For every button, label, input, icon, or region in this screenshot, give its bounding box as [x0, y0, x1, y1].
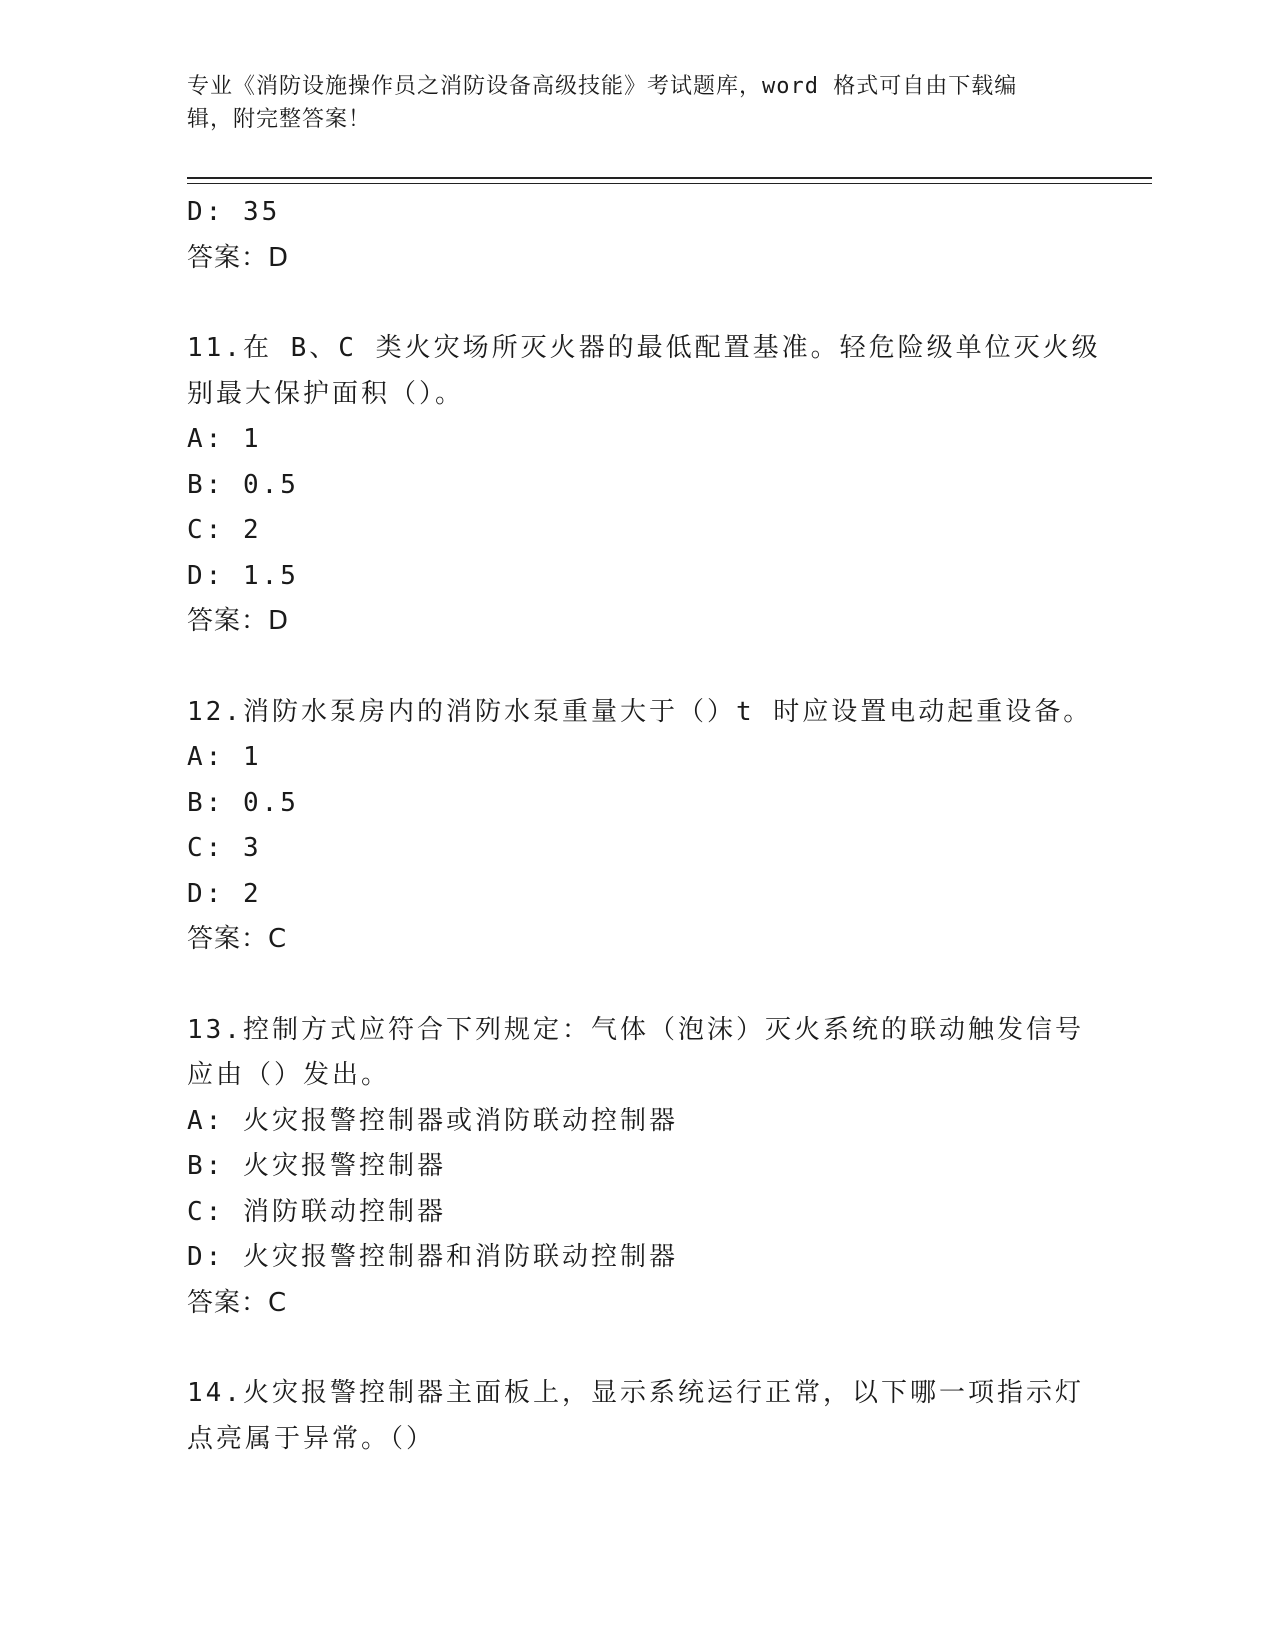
document-body: [187, 190, 1101, 1462]
spacer: [187, 963, 1087, 1008]
question-stem-line: 应由（）发出。: [187, 1060, 391, 1090]
question-stem-line: 13.控制方式应符合下列规定：气体（泡沫）灭火系统的联动触发信号: [187, 1014, 1084, 1045]
option-a: A: 1: [187, 742, 262, 772]
spacer: [187, 281, 1087, 326]
header-divider-thick: [187, 177, 1152, 179]
question-stem-line: 14.火灾报警控制器主面板上，显示系统运行正常，以下哪一项指示灯: [187, 1378, 1084, 1408]
question-stem-line: 11.在 B、C 类火灾场所灭火器的最低配置基准。轻危险级单位灭火级: [187, 333, 1101, 363]
answer-line: 答案：C: [187, 1287, 288, 1318]
question-stem-line: 点亮属于异常。（）: [187, 1423, 436, 1454]
document-header: [187, 70, 1067, 136]
spacer: [187, 645, 1087, 690]
option-b: B: 火灾报警控制器: [187, 1151, 446, 1181]
option-c: C: 2: [187, 515, 262, 545]
header-line-2: 辑，附完整答案！: [187, 107, 372, 132]
option-b: B: 0.5: [187, 787, 299, 818]
option-b: B: 0.5: [187, 469, 299, 500]
question-stem-line: 12.消防水泵房内的消防水泵重量大于（）t 时应设置电动起重设备。: [187, 696, 1093, 727]
option-d: D: 35: [187, 197, 281, 227]
option-a: A: 火灾报警控制器或消防联动控制器: [187, 1105, 678, 1136]
option-c: C: 3: [187, 833, 262, 863]
header-line-1: 专业《消防设施操作员之消防设备高级技能》考试题库，word 格式可自由下载编: [187, 74, 1018, 99]
question-14: [187, 1371, 1087, 1462]
option-d: D: 2: [187, 878, 262, 909]
answer-line: 答案：D: [187, 606, 290, 636]
header-divider-thin: [187, 183, 1152, 184]
previous-question-tail: [187, 190, 1087, 281]
question-12: [187, 690, 1093, 963]
answer-line: 答案：C: [187, 924, 288, 954]
question-stem-line: 别最大保护面积（）。: [187, 378, 465, 409]
option-a: A: 1: [187, 424, 262, 454]
option-d: D: 1.5: [187, 560, 299, 591]
answer-line: 答案：D: [187, 242, 290, 273]
option-c: C: 消防联动控制器: [187, 1196, 446, 1227]
question-11: [187, 326, 1101, 645]
question-13: [187, 1008, 1087, 1327]
option-d: D: 火灾报警控制器和消防联动控制器: [187, 1242, 678, 1272]
spacer: [187, 1326, 1087, 1371]
